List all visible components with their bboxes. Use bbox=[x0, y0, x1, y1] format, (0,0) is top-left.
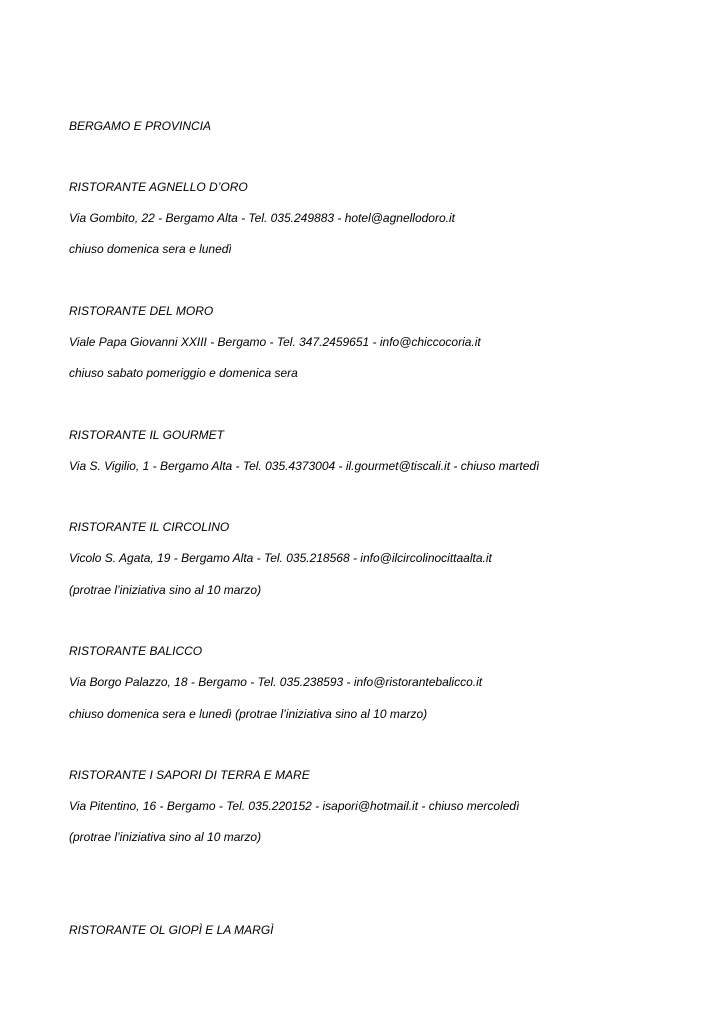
restaurant-note: chiuso sabato pomeriggio e domenica sera bbox=[69, 366, 298, 380]
restaurant-note: chiuso domenica sera e lunedì (protrae l’iniziativa sino al 10 marzo) bbox=[69, 707, 428, 721]
restaurant-note: (protrae l’iniziativa sino al 10 marzo) bbox=[69, 830, 262, 844]
restaurant-address: Via Borgo Palazzo, 18 - Bergamo - Tel. 035.238593 - info@ristorantebalicco.it bbox=[69, 675, 483, 689]
restaurant-name: RISTORANTE OL GIOPÌ E LA MARGÌ bbox=[69, 923, 274, 937]
restaurant-address: Via Gombito, 22 - Bergamo Alta - Tel. 035.249883 - hotel@agnellodoro.it bbox=[69, 211, 455, 225]
restaurant-note: (protrae l’iniziativa sino al 10 marzo) bbox=[69, 583, 262, 597]
section-heading: BERGAMO E PROVINCIA bbox=[69, 119, 212, 133]
restaurant-note: chiuso domenica sera e lunedì bbox=[69, 242, 232, 256]
restaurant-name: RISTORANTE AGNELLO D’ORO bbox=[69, 180, 248, 194]
restaurant-address: Viale Papa Giovanni XXIII - Bergamo - Tel. 347.2459651 - info@chiccocoria.it bbox=[69, 335, 481, 349]
restaurant-name: RISTORANTE IL CIRCOLINO bbox=[69, 520, 230, 534]
restaurant-name: RISTORANTE BALICCO bbox=[69, 644, 203, 658]
restaurant-name: RISTORANTE DEL MORO bbox=[69, 304, 214, 318]
restaurant-name: RISTORANTE I SAPORI DI TERRA E MARE bbox=[69, 768, 310, 782]
restaurant-address: Via Pitentino, 16 - Bergamo - Tel. 035.220152 - isapori@hotmail.it - chiuso mercoledì bbox=[69, 799, 520, 813]
restaurant-address: Vicolo S. Agata, 19 - Bergamo Alta - Tel. 035.218568 - info@ilcircolinocittaalta.it bbox=[69, 551, 492, 565]
restaurant-name: RISTORANTE IL GOURMET bbox=[69, 428, 224, 442]
restaurant-address: Via S. Vigilio, 1 - Bergamo Alta - Tel. 035.4373004 - il.gourmet@tiscali.it - chiuso martedì bbox=[69, 459, 540, 473]
